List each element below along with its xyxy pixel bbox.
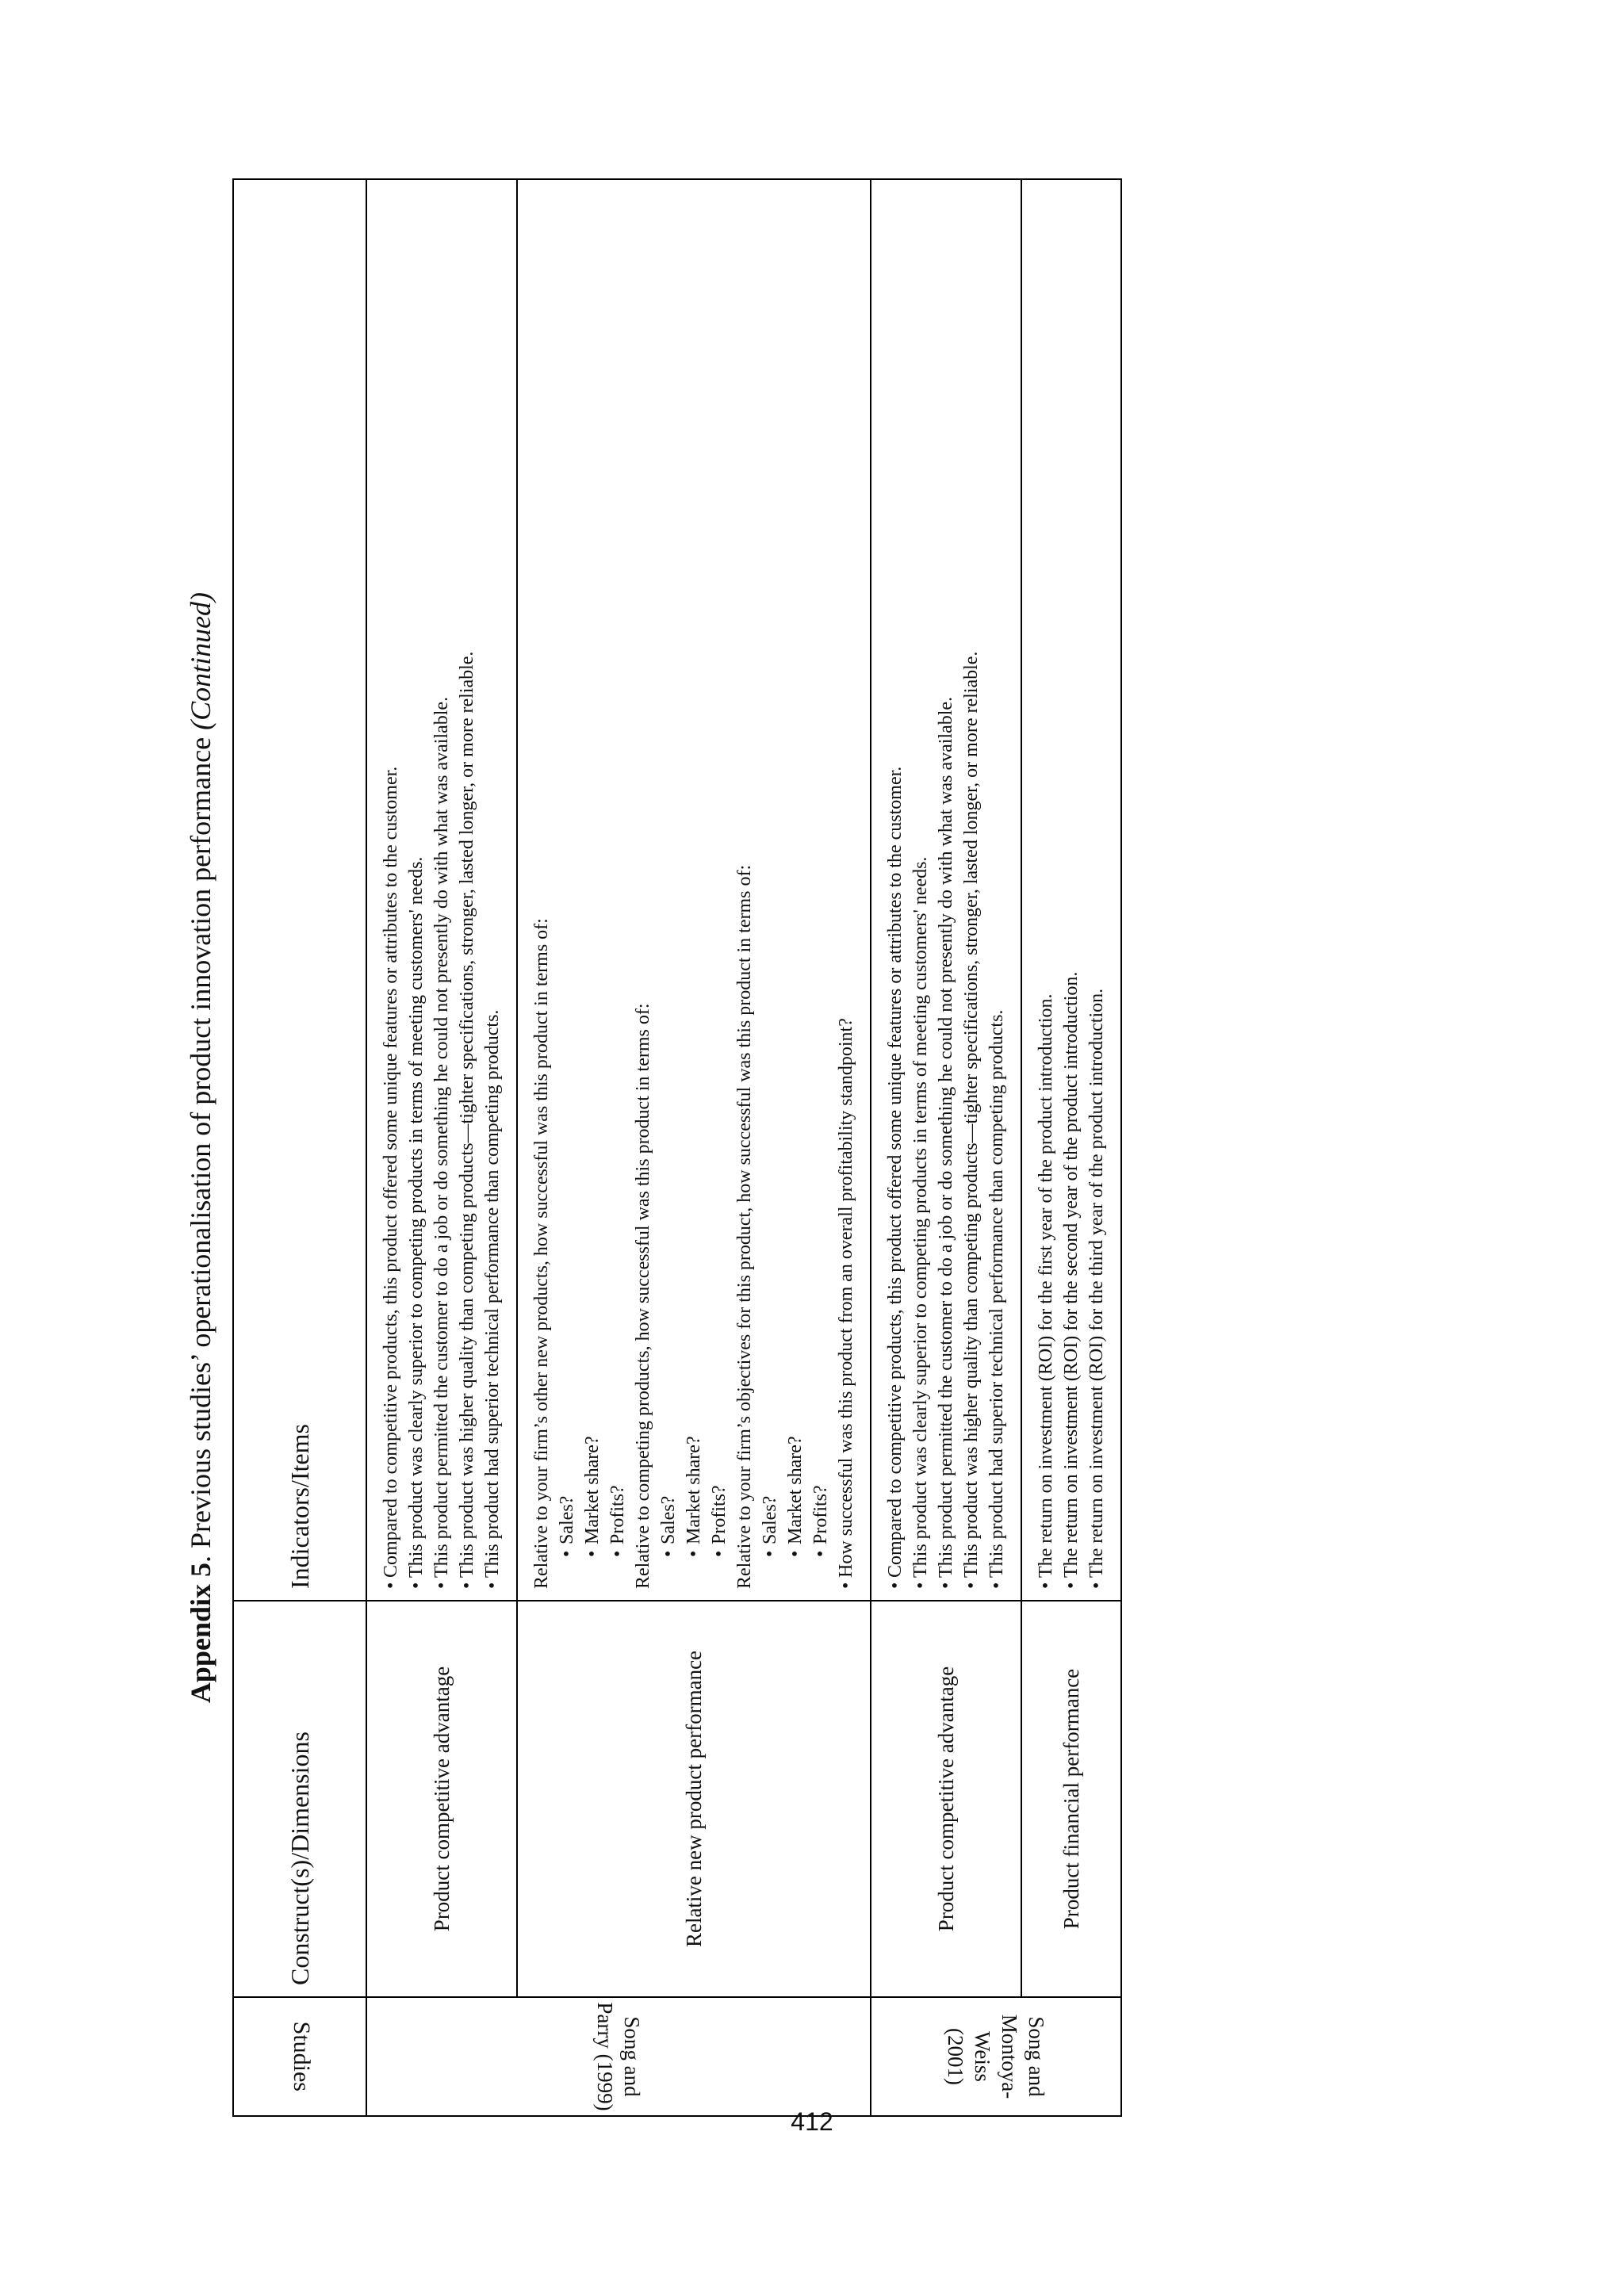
items-cell — [517, 179, 871, 1601]
items-cell — [1021, 179, 1121, 1601]
table-row — [517, 179, 871, 2116]
construct-cell: Product financial performance — [1021, 1601, 1121, 1997]
item-prompt: Relative to your firm’s other new products, how successful was this product in terms of: — [531, 918, 552, 1589]
construct-cell: Product competitive advantage — [366, 1601, 517, 1997]
list-item: • This product had superior technical performance than competing products. — [984, 191, 1009, 1589]
items-cell — [366, 179, 517, 1601]
appendix-title-note: (Continued) — [185, 591, 216, 730]
table-row — [1021, 179, 1121, 2116]
list-item: • Profits? — [707, 191, 732, 1557]
operationalisation-table — [232, 178, 1122, 2117]
list-item: • This product permitted the customer to do a job or do something he could not presently do with what was available. — [933, 191, 959, 1589]
header-items: Indicators/Items — [233, 179, 366, 1601]
list-item: • Sales? — [656, 191, 681, 1557]
table-row — [871, 179, 1021, 2116]
list-item: • Sales? — [757, 191, 783, 1557]
list-item: • How successful was this product from an overall profitability standpoint? — [833, 191, 859, 1589]
list-item: • Market share? — [580, 191, 605, 1557]
list-item: • Market share? — [783, 191, 808, 1557]
table-row — [366, 179, 517, 2116]
appendix-title — [181, 178, 220, 2117]
construct-cell: Relative new product performance — [517, 1601, 871, 1997]
study-cell — [871, 1997, 1121, 2116]
list-item: • This product was higher quality than competing products—tighter specifications, stronger, lasted longer, or more reliable. — [959, 191, 984, 1589]
header-studies: Studies — [233, 1997, 366, 2116]
table-header-row — [233, 179, 366, 2116]
construct-cell: Product competitive advantage — [871, 1601, 1021, 1997]
list-item: • This product had superior technical performance than competing products. — [480, 191, 505, 1589]
list-item: • This product was clearly superior to competing products in terms of meeting customers' needs. — [404, 191, 429, 1589]
list-item: • The return on investment (ROI) for the third year of the product introduction. — [1084, 191, 1109, 1589]
list-item: • Compared to competitive products, this product offered some unique features or attributes to the customer. — [883, 191, 908, 1589]
list-item: • This product permitted the customer to do a job or do something he could not presently do with what was available. — [429, 191, 454, 1589]
list-item: • Sales? — [554, 191, 580, 1557]
study-cell — [366, 1997, 871, 2116]
list-item: • Compared to competitive products, this product offered some unique features or attributes to the customer. — [378, 191, 404, 1589]
list-item: • The return on investment (ROI) for the first year of the product introduction. — [1033, 191, 1059, 1589]
list-item: • This product was higher quality than competing products—tighter specifications, stronger, lasted longer, or more reliable. — [454, 191, 480, 1589]
item-prompt: Relative to your firm’s objectives for this product, how successful was this product in terms of: — [734, 864, 755, 1589]
list-item: • Profits? — [605, 191, 630, 1557]
list-item: • Profits? — [808, 191, 833, 1557]
page-number: 412 — [791, 2107, 833, 2136]
appendix-title-text: . Previous studies’ operationalisation of product innovation performance — [185, 737, 216, 1563]
header-construct: Construct(s)/Dimensions — [233, 1601, 366, 1997]
items-cell — [871, 179, 1021, 1601]
appendix-label: Appendix 5 — [185, 1563, 216, 1704]
rotated-page — [181, 178, 1291, 2117]
list-item: • Market share? — [681, 191, 707, 1557]
study-name: Song and Parry (1999) — [593, 2002, 644, 2111]
list-item: • This product was clearly superior to competing products in terms of meeting customers' needs. — [908, 191, 933, 1589]
list-item: • The return on investment (ROI) for the second year of the product introduction. — [1059, 191, 1084, 1589]
item-prompt: Relative to competing products, how successful was this product in terms of: — [633, 1003, 653, 1589]
study-name: Song and Montoya-Weiss (2001) — [944, 2014, 1048, 2099]
